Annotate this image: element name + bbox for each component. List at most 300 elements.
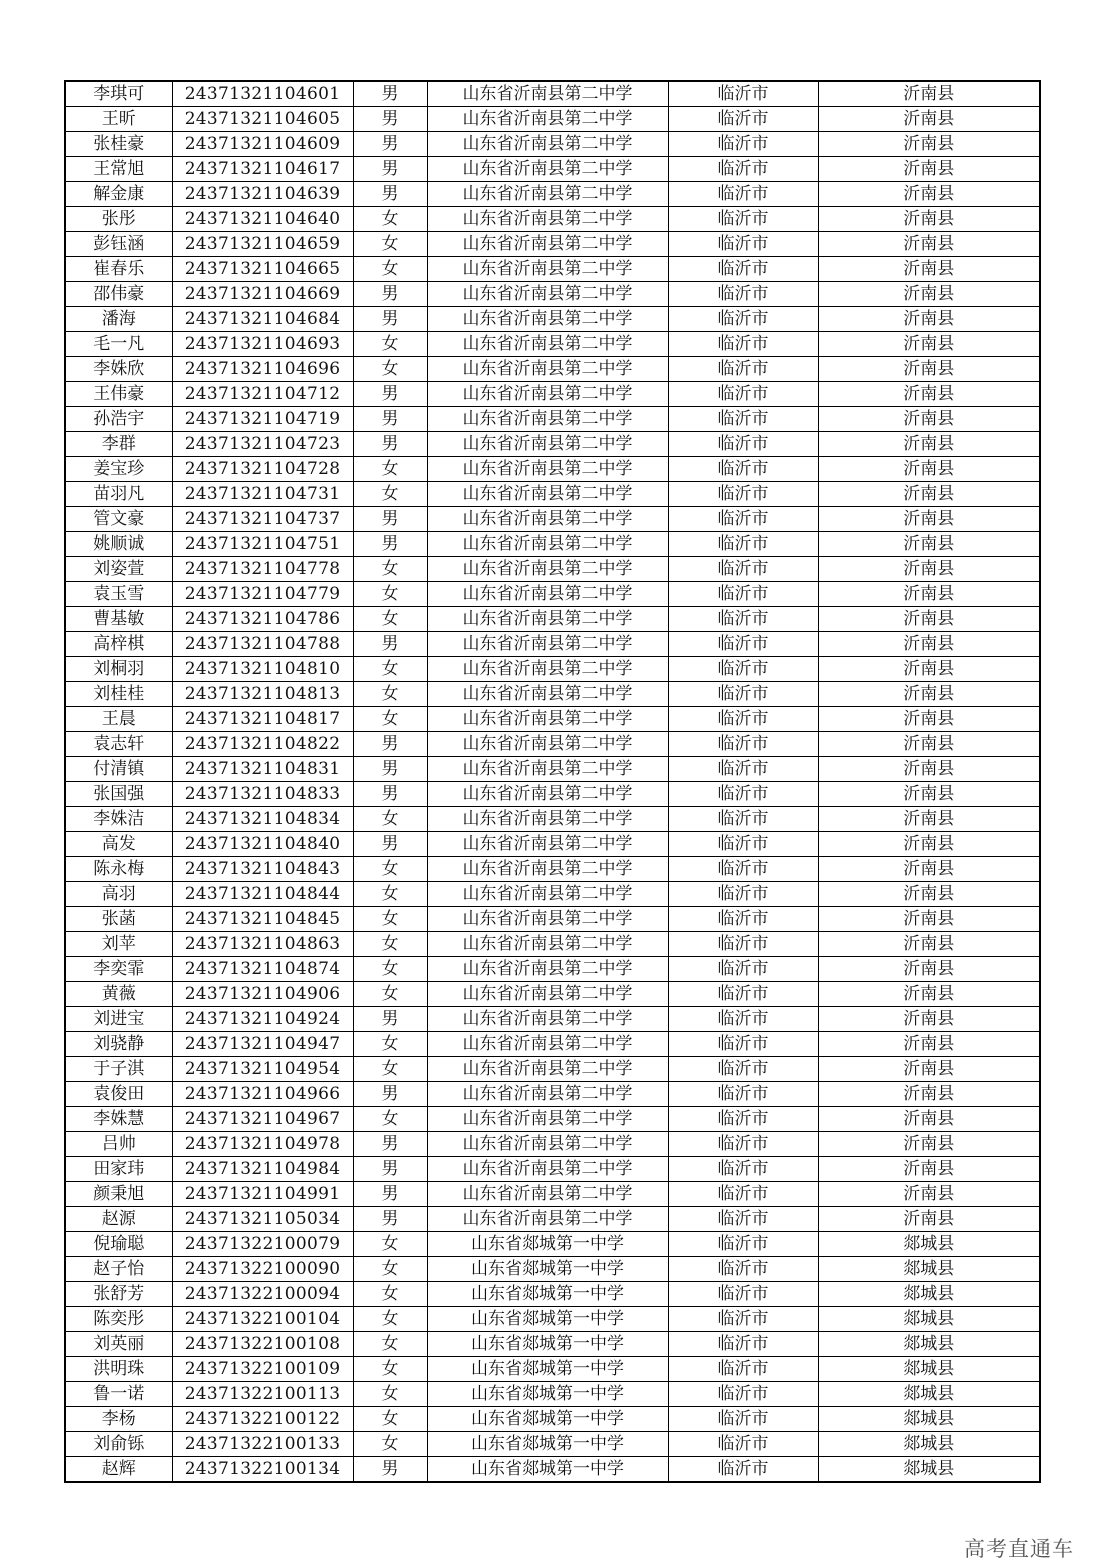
- student-name-cell: 张彤: [65, 207, 172, 232]
- city-cell: 临沂市: [668, 132, 818, 157]
- exam-id-cell: 24371321104984: [172, 1157, 353, 1182]
- student-name-cell: 倪瑜聪: [65, 1232, 172, 1257]
- city-cell: 临沂市: [668, 582, 818, 607]
- school-name-cell: 山东省郯城第一中学: [427, 1457, 668, 1483]
- exam-id-cell: 24371321104659: [172, 232, 353, 257]
- gender-cell: 男: [353, 432, 427, 457]
- school-name-cell: 山东省郯城第一中学: [427, 1282, 668, 1307]
- county-cell: 沂南县: [818, 182, 1040, 207]
- county-cell: 沂南县: [818, 257, 1040, 282]
- student-name-cell: 鲁一诺: [65, 1382, 172, 1407]
- exam-id-cell: 24371321104924: [172, 1007, 353, 1032]
- county-cell: 沂南县: [818, 157, 1040, 182]
- school-name-cell: 山东省郯城第一中学: [427, 1432, 668, 1457]
- exam-id-cell: 24371321104693: [172, 332, 353, 357]
- table-row: [65, 357, 1040, 382]
- student-name-cell: 彭钰涵: [65, 232, 172, 257]
- county-cell: 沂南县: [818, 932, 1040, 957]
- exam-id-cell: 24371321104731: [172, 482, 353, 507]
- student-name-cell: 邵伟豪: [65, 282, 172, 307]
- school-name-cell: 山东省郯城第一中学: [427, 1332, 668, 1357]
- school-name-cell: 山东省沂南县第二中学: [427, 632, 668, 657]
- exam-id-cell: 24371321104669: [172, 282, 353, 307]
- student-name-cell: 管文豪: [65, 507, 172, 532]
- gender-cell: 女: [353, 1332, 427, 1357]
- school-name-cell: 山东省沂南县第二中学: [427, 932, 668, 957]
- gender-cell: 女: [353, 332, 427, 357]
- gender-cell: 女: [353, 682, 427, 707]
- student-name-cell: 袁志轩: [65, 732, 172, 757]
- gender-cell: 女: [353, 482, 427, 507]
- county-cell: 郯城县: [818, 1432, 1040, 1457]
- table-row: [65, 307, 1040, 332]
- county-cell: 沂南县: [818, 457, 1040, 482]
- table-row: [65, 257, 1040, 282]
- school-name-cell: 山东省沂南县第二中学: [427, 357, 668, 382]
- exam-id-cell: 24371321104831: [172, 757, 353, 782]
- student-name-cell: 王晨: [65, 707, 172, 732]
- student-name-cell: 赵源: [65, 1207, 172, 1232]
- city-cell: 临沂市: [668, 207, 818, 232]
- table-row: [65, 557, 1040, 582]
- exam-id-cell: 24371321104967: [172, 1107, 353, 1132]
- student-name-cell: 苗羽凡: [65, 482, 172, 507]
- exam-id-cell: 24371321104840: [172, 832, 353, 857]
- student-name-cell: 赵辉: [65, 1457, 172, 1483]
- county-cell: 沂南县: [818, 1007, 1040, 1032]
- exam-id-cell: 24371321104813: [172, 682, 353, 707]
- table-row: [65, 1307, 1040, 1332]
- student-name-cell: 刘姿萱: [65, 557, 172, 582]
- exam-id-cell: 24371321104723: [172, 432, 353, 457]
- school-name-cell: 山东省沂南县第二中学: [427, 407, 668, 432]
- county-cell: 沂南县: [818, 307, 1040, 332]
- county-cell: 沂南县: [818, 882, 1040, 907]
- exam-id-cell: 24371322100090: [172, 1257, 353, 1282]
- student-name-cell: 张舒芳: [65, 1282, 172, 1307]
- city-cell: 临沂市: [668, 957, 818, 982]
- school-name-cell: 山东省沂南县第二中学: [427, 232, 668, 257]
- exam-id-cell: 24371321104751: [172, 532, 353, 557]
- table-row: [65, 832, 1040, 857]
- table-row: [65, 1057, 1040, 1082]
- county-cell: 沂南县: [818, 482, 1040, 507]
- city-cell: 临沂市: [668, 1407, 818, 1432]
- table-row: [65, 1157, 1040, 1182]
- school-name-cell: 山东省沂南县第二中学: [427, 557, 668, 582]
- gender-cell: 男: [353, 832, 427, 857]
- table-row: [65, 107, 1040, 132]
- county-cell: 沂南县: [818, 1082, 1040, 1107]
- city-cell: 临沂市: [668, 1282, 818, 1307]
- exam-id-cell: 24371321104966: [172, 1082, 353, 1107]
- exam-id-cell: 24371321104601: [172, 81, 353, 107]
- gender-cell: 男: [353, 307, 427, 332]
- city-cell: 临沂市: [668, 857, 818, 882]
- table-row: [65, 782, 1040, 807]
- school-name-cell: 山东省沂南县第二中学: [427, 157, 668, 182]
- school-name-cell: 山东省沂南县第二中学: [427, 507, 668, 532]
- city-cell: 临沂市: [668, 357, 818, 382]
- table-row: [65, 382, 1040, 407]
- table-row: [65, 857, 1040, 882]
- school-name-cell: 山东省沂南县第二中学: [427, 107, 668, 132]
- table-row: [65, 407, 1040, 432]
- gender-cell: 女: [353, 857, 427, 882]
- city-cell: 临沂市: [668, 81, 818, 107]
- county-cell: 沂南县: [818, 1057, 1040, 1082]
- student-name-cell: 陈永梅: [65, 857, 172, 882]
- watermark-text: 高考直通车: [964, 1537, 1074, 1561]
- exam-id-cell: 24371322100134: [172, 1457, 353, 1483]
- gender-cell: 男: [353, 1007, 427, 1032]
- student-name-cell: 付清镇: [65, 757, 172, 782]
- county-cell: 沂南县: [818, 357, 1040, 382]
- table-row: [65, 507, 1040, 532]
- county-cell: 郯城县: [818, 1257, 1040, 1282]
- gender-cell: 女: [353, 1057, 427, 1082]
- student-roster-table: [64, 80, 1041, 1483]
- table-row: [65, 482, 1040, 507]
- student-name-cell: 李姝欣: [65, 357, 172, 382]
- gender-cell: 女: [353, 707, 427, 732]
- table-row: [65, 81, 1040, 107]
- school-name-cell: 山东省沂南县第二中学: [427, 207, 668, 232]
- student-name-cell: 李群: [65, 432, 172, 457]
- school-name-cell: 山东省沂南县第二中学: [427, 81, 668, 107]
- gender-cell: 女: [353, 1357, 427, 1382]
- county-cell: 沂南县: [818, 632, 1040, 657]
- exam-id-cell: 24371321104788: [172, 632, 353, 657]
- city-cell: 临沂市: [668, 1332, 818, 1357]
- student-name-cell: 曹基敏: [65, 607, 172, 632]
- city-cell: 临沂市: [668, 1007, 818, 1032]
- exam-id-cell: 24371322100104: [172, 1307, 353, 1332]
- county-cell: 沂南县: [818, 1182, 1040, 1207]
- city-cell: 临沂市: [668, 1257, 818, 1282]
- gender-cell: 男: [353, 157, 427, 182]
- gender-cell: 男: [353, 732, 427, 757]
- school-name-cell: 山东省沂南县第二中学: [427, 782, 668, 807]
- city-cell: 临沂市: [668, 607, 818, 632]
- city-cell: 临沂市: [668, 182, 818, 207]
- student-name-cell: 于子淇: [65, 1057, 172, 1082]
- gender-cell: 男: [353, 107, 427, 132]
- school-name-cell: 山东省沂南县第二中学: [427, 1107, 668, 1132]
- county-cell: 沂南县: [818, 207, 1040, 232]
- county-cell: 沂南县: [818, 682, 1040, 707]
- school-name-cell: 山东省沂南县第二中学: [427, 307, 668, 332]
- county-cell: 沂南县: [818, 957, 1040, 982]
- student-name-cell: 刘进宝: [65, 1007, 172, 1032]
- student-name-cell: 黄薇: [65, 982, 172, 1007]
- county-cell: 郯城县: [818, 1232, 1040, 1257]
- exam-id-cell: 24371321104640: [172, 207, 353, 232]
- exam-id-cell: 24371321104605: [172, 107, 353, 132]
- student-name-cell: 王伟豪: [65, 382, 172, 407]
- gender-cell: 女: [353, 357, 427, 382]
- county-cell: 沂南县: [818, 1132, 1040, 1157]
- school-name-cell: 山东省沂南县第二中学: [427, 1157, 668, 1182]
- school-name-cell: 山东省沂南县第二中学: [427, 682, 668, 707]
- school-name-cell: 山东省沂南县第二中学: [427, 1032, 668, 1057]
- county-cell: 沂南县: [818, 81, 1040, 107]
- table-row: [65, 1282, 1040, 1307]
- city-cell: 临沂市: [668, 1382, 818, 1407]
- gender-cell: 女: [353, 1032, 427, 1057]
- school-name-cell: 山东省沂南县第二中学: [427, 582, 668, 607]
- city-cell: 临沂市: [668, 907, 818, 932]
- student-name-cell: 李琪可: [65, 81, 172, 107]
- gender-cell: 男: [353, 1207, 427, 1232]
- table-row: [65, 1107, 1040, 1132]
- gender-cell: 男: [353, 1157, 427, 1182]
- student-name-cell: 王昕: [65, 107, 172, 132]
- county-cell: 沂南县: [818, 132, 1040, 157]
- school-name-cell: 山东省沂南县第二中学: [427, 457, 668, 482]
- table-row: [65, 532, 1040, 557]
- city-cell: 临沂市: [668, 557, 818, 582]
- table-row: [65, 632, 1040, 657]
- exam-id-cell: 24371321104778: [172, 557, 353, 582]
- school-name-cell: 山东省沂南县第二中学: [427, 132, 668, 157]
- exam-id-cell: 24371321105034: [172, 1207, 353, 1232]
- school-name-cell: 山东省沂南县第二中学: [427, 1182, 668, 1207]
- student-name-cell: 袁玉雪: [65, 582, 172, 607]
- exam-id-cell: 24371321104874: [172, 957, 353, 982]
- school-name-cell: 山东省郯城第一中学: [427, 1232, 668, 1257]
- student-name-cell: 张桂豪: [65, 132, 172, 157]
- city-cell: 临沂市: [668, 482, 818, 507]
- city-cell: 临沂市: [668, 232, 818, 257]
- county-cell: 沂南县: [818, 1207, 1040, 1232]
- exam-id-cell: 24371321104696: [172, 357, 353, 382]
- gender-cell: 女: [353, 1257, 427, 1282]
- table-row: [65, 1232, 1040, 1257]
- school-name-cell: 山东省沂南县第二中学: [427, 532, 668, 557]
- county-cell: 沂南县: [818, 1157, 1040, 1182]
- county-cell: 沂南县: [818, 432, 1040, 457]
- county-cell: 沂南县: [818, 607, 1040, 632]
- gender-cell: 男: [353, 282, 427, 307]
- city-cell: 临沂市: [668, 1107, 818, 1132]
- student-name-cell: 颜秉旭: [65, 1182, 172, 1207]
- county-cell: 沂南县: [818, 982, 1040, 1007]
- school-name-cell: 山东省沂南县第二中学: [427, 257, 668, 282]
- table-row: [65, 282, 1040, 307]
- gender-cell: 男: [353, 782, 427, 807]
- table-row: [65, 1407, 1040, 1432]
- student-name-cell: 赵子怡: [65, 1257, 172, 1282]
- city-cell: 临沂市: [668, 1032, 818, 1057]
- school-name-cell: 山东省沂南县第二中学: [427, 282, 668, 307]
- city-cell: 临沂市: [668, 107, 818, 132]
- exam-id-cell: 24371322100094: [172, 1282, 353, 1307]
- city-cell: 临沂市: [668, 507, 818, 532]
- county-cell: 沂南县: [818, 1032, 1040, 1057]
- county-cell: 沂南县: [818, 657, 1040, 682]
- school-name-cell: 山东省沂南县第二中学: [427, 882, 668, 907]
- table-row: [65, 757, 1040, 782]
- county-cell: 郯城县: [818, 1307, 1040, 1332]
- table-row: [65, 682, 1040, 707]
- exam-id-cell: 24371321104609: [172, 132, 353, 157]
- gender-cell: 男: [353, 382, 427, 407]
- gender-cell: 男: [353, 507, 427, 532]
- table-row: [65, 707, 1040, 732]
- exam-id-cell: 24371321104954: [172, 1057, 353, 1082]
- student-name-cell: 吕帅: [65, 1132, 172, 1157]
- gender-cell: 男: [353, 407, 427, 432]
- table-row: [65, 607, 1040, 632]
- county-cell: 沂南县: [818, 532, 1040, 557]
- table-row: [65, 432, 1040, 457]
- student-name-cell: 张菡: [65, 907, 172, 932]
- table-row: [65, 657, 1040, 682]
- city-cell: 临沂市: [668, 1157, 818, 1182]
- county-cell: 沂南县: [818, 282, 1040, 307]
- city-cell: 临沂市: [668, 282, 818, 307]
- table-row: [65, 1132, 1040, 1157]
- table-row: [65, 982, 1040, 1007]
- student-name-cell: 姚顺诚: [65, 532, 172, 557]
- gender-cell: 女: [353, 582, 427, 607]
- city-cell: 临沂市: [668, 882, 818, 907]
- gender-cell: 女: [353, 657, 427, 682]
- gender-cell: 女: [353, 607, 427, 632]
- school-name-cell: 山东省沂南县第二中学: [427, 807, 668, 832]
- county-cell: 沂南县: [818, 507, 1040, 532]
- gender-cell: 男: [353, 1182, 427, 1207]
- gender-cell: 男: [353, 132, 427, 157]
- student-name-cell: 刘苹: [65, 932, 172, 957]
- gender-cell: 女: [353, 1307, 427, 1332]
- city-cell: 临沂市: [668, 407, 818, 432]
- exam-id-cell: 24371321104978: [172, 1132, 353, 1157]
- gender-cell: 女: [353, 1107, 427, 1132]
- city-cell: 临沂市: [668, 732, 818, 757]
- county-cell: 沂南县: [818, 757, 1040, 782]
- school-name-cell: 山东省沂南县第二中学: [427, 957, 668, 982]
- table-row: [65, 932, 1040, 957]
- student-name-cell: 孙浩宇: [65, 407, 172, 432]
- city-cell: 临沂市: [668, 1057, 818, 1082]
- student-name-cell: 李杨: [65, 1407, 172, 1432]
- student-name-cell: 陈奕彤: [65, 1307, 172, 1332]
- county-cell: 沂南县: [818, 332, 1040, 357]
- school-name-cell: 山东省沂南县第二中学: [427, 907, 668, 932]
- city-cell: 临沂市: [668, 782, 818, 807]
- table-row: [65, 232, 1040, 257]
- city-cell: 临沂市: [668, 932, 818, 957]
- gender-cell: 女: [353, 932, 427, 957]
- county-cell: 沂南县: [818, 732, 1040, 757]
- student-name-cell: 刘英丽: [65, 1332, 172, 1357]
- city-cell: 临沂市: [668, 532, 818, 557]
- county-cell: 沂南县: [818, 557, 1040, 582]
- city-cell: 临沂市: [668, 1432, 818, 1457]
- gender-cell: 男: [353, 182, 427, 207]
- student-name-cell: 刘俞铄: [65, 1432, 172, 1457]
- county-cell: 沂南县: [818, 907, 1040, 932]
- table-row: [65, 1207, 1040, 1232]
- student-name-cell: 李奕霏: [65, 957, 172, 982]
- city-cell: 临沂市: [668, 1082, 818, 1107]
- school-name-cell: 山东省郯城第一中学: [427, 1407, 668, 1432]
- table-row: [65, 1432, 1040, 1457]
- exam-id-cell: 24371321104834: [172, 807, 353, 832]
- exam-id-cell: 24371321104712: [172, 382, 353, 407]
- exam-id-cell: 24371321104719: [172, 407, 353, 432]
- county-cell: 郯城县: [818, 1457, 1040, 1483]
- gender-cell: 男: [353, 81, 427, 107]
- school-name-cell: 山东省沂南县第二中学: [427, 432, 668, 457]
- student-name-cell: 毛一凡: [65, 332, 172, 357]
- gender-cell: 女: [353, 907, 427, 932]
- exam-id-cell: 24371321104947: [172, 1032, 353, 1057]
- school-name-cell: 山东省沂南县第二中学: [427, 707, 668, 732]
- county-cell: 沂南县: [818, 107, 1040, 132]
- city-cell: 临沂市: [668, 682, 818, 707]
- county-cell: 沂南县: [818, 807, 1040, 832]
- student-name-cell: 高发: [65, 832, 172, 857]
- table-row: [65, 907, 1040, 932]
- table-row: [65, 1182, 1040, 1207]
- gender-cell: 女: [353, 1432, 427, 1457]
- table-row: [65, 132, 1040, 157]
- student-name-cell: 姜宝珍: [65, 457, 172, 482]
- gender-cell: 女: [353, 807, 427, 832]
- city-cell: 临沂市: [668, 332, 818, 357]
- school-name-cell: 山东省沂南县第二中学: [427, 382, 668, 407]
- school-name-cell: 山东省沂南县第二中学: [427, 1057, 668, 1082]
- city-cell: 临沂市: [668, 157, 818, 182]
- school-name-cell: 山东省沂南县第二中学: [427, 1132, 668, 1157]
- gender-cell: 女: [353, 257, 427, 282]
- school-name-cell: 山东省沂南县第二中学: [427, 1207, 668, 1232]
- student-name-cell: 刘桂桂: [65, 682, 172, 707]
- school-name-cell: 山东省沂南县第二中学: [427, 332, 668, 357]
- city-cell: 临沂市: [668, 1232, 818, 1257]
- roster-body: [65, 81, 1040, 1482]
- city-cell: 临沂市: [668, 807, 818, 832]
- table-row: [65, 157, 1040, 182]
- school-name-cell: 山东省沂南县第二中学: [427, 857, 668, 882]
- exam-id-cell: 24371321104845: [172, 907, 353, 932]
- table-row: [65, 332, 1040, 357]
- exam-id-cell: 24371322100133: [172, 1432, 353, 1457]
- city-cell: 临沂市: [668, 457, 818, 482]
- school-name-cell: 山东省沂南县第二中学: [427, 732, 668, 757]
- exam-id-cell: 24371321104844: [172, 882, 353, 907]
- gender-cell: 男: [353, 757, 427, 782]
- city-cell: 临沂市: [668, 707, 818, 732]
- city-cell: 临沂市: [668, 757, 818, 782]
- county-cell: 沂南县: [818, 1107, 1040, 1132]
- student-name-cell: 解金康: [65, 182, 172, 207]
- gender-cell: 女: [353, 982, 427, 1007]
- student-name-cell: 潘海: [65, 307, 172, 332]
- table-row: [65, 1357, 1040, 1382]
- county-cell: 沂南县: [818, 232, 1040, 257]
- county-cell: 郯城县: [818, 1382, 1040, 1407]
- gender-cell: 男: [353, 1082, 427, 1107]
- table-row: [65, 807, 1040, 832]
- exam-id-cell: 24371321104728: [172, 457, 353, 482]
- student-name-cell: 田家玮: [65, 1157, 172, 1182]
- exam-id-cell: 24371321104684: [172, 307, 353, 332]
- table-row: [65, 957, 1040, 982]
